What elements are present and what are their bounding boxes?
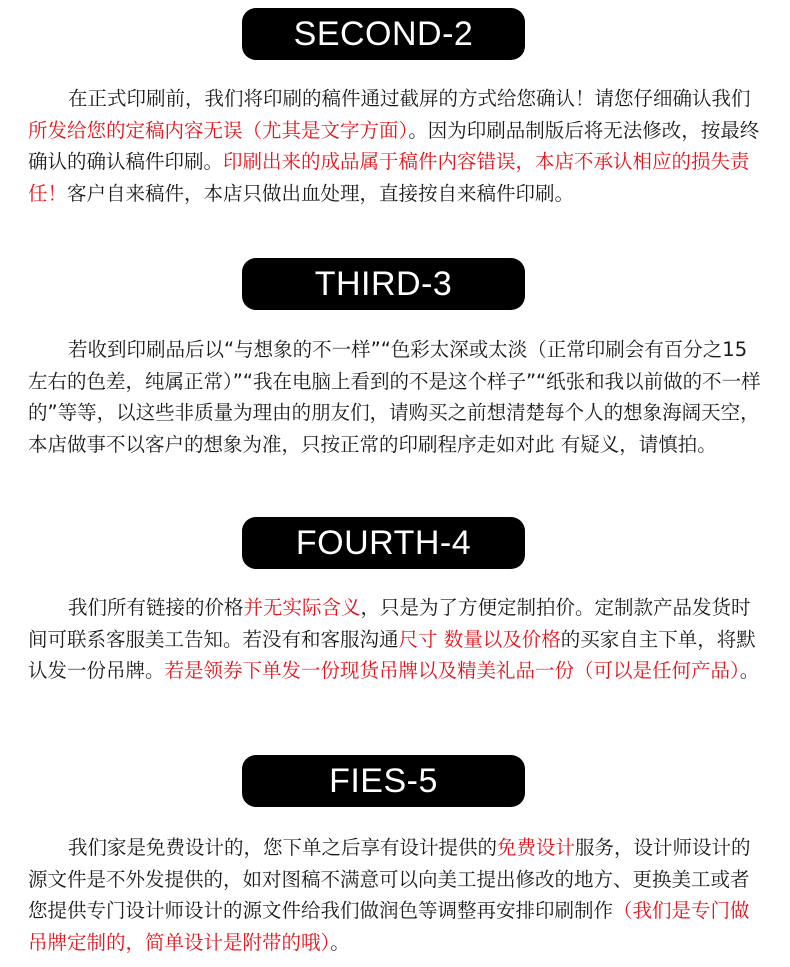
section-paragraph-third [28, 334, 766, 460]
text-run: 我们家是免费设计的，您下单之后享有设计提供的 [68, 836, 498, 859]
text-run: ，只是为了方便定制拍价。定制款产品发货时间可联系客服美工告知。若没有和客服沟通 [28, 596, 751, 651]
highlight-run: 印刷出来的成品属于稿件内容错误，本店不承认相应的损失责任！ [28, 150, 750, 205]
highlight-run: 并无实际含义 [243, 596, 361, 619]
text-run: 。 [739, 659, 760, 682]
section-paragraph-second [28, 83, 766, 209]
section-paragraph-fies [28, 832, 766, 958]
text-run: 客户自来稿件，本店只做出血处理，直接按自来稿件印刷。 [67, 181, 575, 205]
text-run: 服务，设计师设计的源文件是不外发提供的，如对图稿不满意可以向美工提出修改的地方、更换美工或者您提供专门设计师设计的源文件给我们做润色等调整再安排印刷制作 [28, 836, 751, 922]
section-heading-third: THIRD-3 [242, 258, 525, 310]
section-heading-fourth: FOURTH-4 [242, 517, 525, 569]
text-run: 。因为印刷品制版后将无法修改，按最终确认的确认稿件印刷。 [28, 118, 760, 173]
text-run: 在正式印刷前，我们将印刷的稿件通过截屏的方式给您确认！请您仔细确认我们 [68, 87, 751, 110]
text-run: 若收到印刷品后以“与想象的不一样”“色彩太深或太淡（正常印刷会有百分之15左右的色差，纯属正常）”“我在电脑上看到的不是这个样子”“纸张和我以前做的不一样的”等等，以这些非质量为理由的朋友们，请购买之前想清楚每个人的想象海阔天空，本店做事不以客户的想象为准，只按正常的印刷程序走如对此 有疑义，请慎拍。 [28, 338, 761, 456]
section-heading-fies: FIES-5 [242, 755, 525, 807]
section-paragraph-fourth [28, 592, 766, 687]
text-run: 。 [330, 930, 350, 954]
section-heading-second: SECOND-2 [242, 8, 525, 60]
text-run: 的买家自主下单，将默认发一份吊牌。 [28, 627, 756, 682]
text-run: 我们所有链接的价格 [68, 596, 244, 619]
highlight-run: 尺寸 数量以及价格 [398, 627, 561, 651]
highlight-run: 所发给您的定稿内容无误（尤其是文字方面） [28, 118, 409, 142]
highlight-run: 免费设计 [497, 836, 576, 859]
highlight-run: 若是领券下单发一份现货吊牌以及精美礼品一份（可以是任何产品） [164, 659, 740, 682]
highlight-run: （我们是专门做吊牌定制的，简单设计是附带的哦） [28, 899, 750, 954]
